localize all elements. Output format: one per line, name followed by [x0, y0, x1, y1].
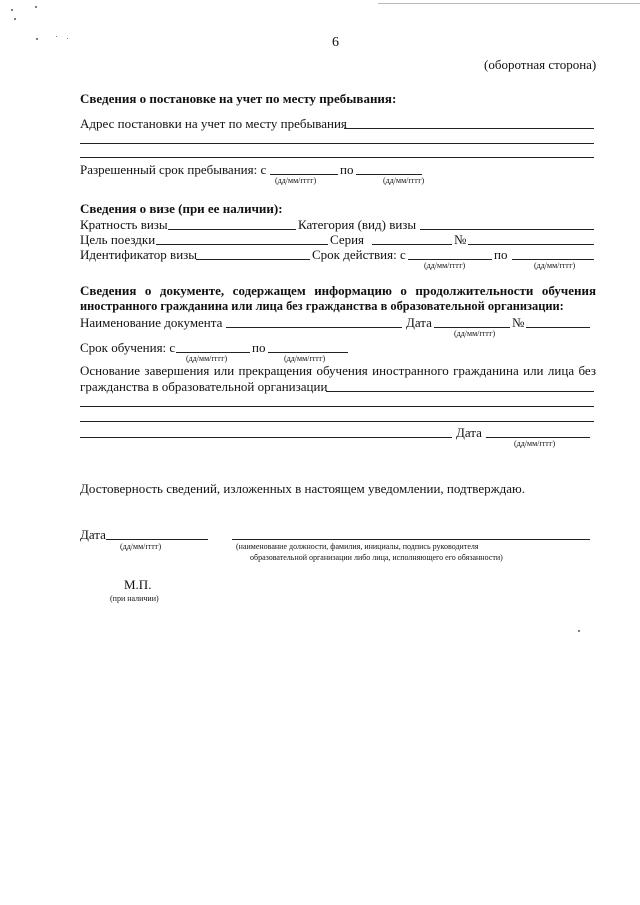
stay-to-label: по [340, 162, 354, 177]
date-format-hint: (дд/мм/гггг) [534, 261, 576, 270]
stay-from-date-field[interactable] [270, 174, 338, 175]
date-format-hint: (дд/мм/гггг) [275, 176, 317, 185]
visa-category-field[interactable] [420, 229, 594, 230]
signature-date-label: Дата [80, 527, 106, 542]
scan-speck [67, 38, 68, 39]
visa-number-label: № [454, 232, 467, 247]
stamp-label: М.П. [124, 577, 152, 592]
scan-speck [35, 6, 37, 8]
visa-multiplicity-label: Кратность визы [80, 217, 168, 232]
termination-basis-field[interactable] [326, 391, 594, 392]
termination-basis-label-line1: Основание завершения или прекращения обучения иностранного гражданина или лица без [80, 363, 596, 378]
address-field-line-2[interactable] [80, 143, 594, 144]
address-label: Адрес постановки на учет по месту пребывания [80, 116, 347, 131]
scan-speck [11, 9, 13, 11]
date-format-hint: (дд/мм/гггг) [186, 354, 228, 363]
date-format-hint: (дд/мм/гггг) [424, 261, 466, 270]
scan-speck [14, 18, 16, 20]
visa-identifier-label: Идентификатор визы [80, 247, 198, 262]
document-name-field[interactable] [226, 327, 402, 328]
study-to-date-field[interactable] [268, 352, 348, 353]
document-section-heading-line1: Сведения о документе, содержащем информацию о продолжительности обучения [80, 283, 596, 298]
termination-basis-label-line2: гражданства в образовательной организации [80, 379, 328, 394]
visa-to-label: по [494, 247, 508, 262]
visa-series-field[interactable] [372, 244, 452, 245]
document-date-field[interactable] [434, 327, 510, 328]
signature-date-field[interactable] [106, 539, 208, 540]
stamp-note: (при наличии) [110, 594, 159, 603]
scan-speck [56, 36, 57, 37]
address-field-line[interactable] [344, 128, 594, 129]
page-number: 6 [332, 35, 339, 50]
visa-valid-from-field[interactable] [408, 259, 492, 260]
document-date-label: Дата [406, 315, 432, 330]
visa-valid-to-field[interactable] [512, 259, 594, 260]
signature-caption-line2: образовательной организации либо лица, исполняющего его обязанности) [250, 553, 503, 562]
study-from-date-field[interactable] [176, 352, 250, 353]
confirmation-statement: Достоверность сведений, изложенных в настоящем уведомлении, подтверждаю. [80, 481, 525, 496]
stay-period-label: Разрешенный срок пребывания: с [80, 162, 267, 177]
visa-multiplicity-field[interactable] [168, 229, 296, 230]
scan-edge-line [378, 3, 640, 4]
document-number-label: № [512, 315, 525, 330]
date-format-hint: (дд/мм/гггг) [383, 176, 425, 185]
termination-date-field[interactable] [486, 437, 590, 438]
termination-date-label: Дата [456, 425, 482, 440]
visa-identifier-field[interactable] [196, 259, 310, 260]
signature-field[interactable] [232, 539, 590, 540]
date-format-hint: (дд/мм/гггг) [454, 329, 496, 338]
date-format-hint: (дд/мм/гггг) [514, 439, 556, 448]
document-name-label: Наименование документа [80, 315, 223, 330]
scan-speck [36, 38, 38, 40]
address-field-line-3[interactable] [80, 157, 594, 158]
visa-number-field[interactable] [468, 244, 594, 245]
study-period-label: Срок обучения: с [80, 340, 176, 355]
scan-speck [578, 630, 580, 632]
trip-purpose-field[interactable] [156, 244, 328, 245]
document-number-field[interactable] [526, 327, 590, 328]
stay-section-heading: Сведения о постановке на учет по месту пребывания: [80, 91, 397, 106]
reverse-side-note: (оборотная сторона) [484, 57, 597, 72]
signature-caption-line1: (наименование должности, фамилия, инициалы, подпись руководителя [236, 542, 479, 551]
document-section-heading-line2: иностранного гражданина или лица без гражданства в образовательной организации: [80, 299, 564, 313]
termination-basis-field-4[interactable] [80, 437, 452, 438]
stay-to-date-field[interactable] [356, 174, 422, 175]
date-format-hint: (дд/мм/гггг) [284, 354, 326, 363]
visa-series-label: Серия [330, 232, 365, 247]
visa-category-label: Категория (вид) визы [298, 217, 417, 232]
termination-basis-field-2[interactable] [80, 406, 594, 407]
trip-purpose-label: Цель поездки [80, 232, 156, 247]
study-to-label: по [252, 340, 266, 355]
visa-section-heading: Сведения о визе (при ее наличии): [80, 201, 283, 216]
termination-basis-field-3[interactable] [80, 421, 594, 422]
visa-validity-label: Срок действия: с [312, 247, 406, 262]
date-format-hint: (дд/мм/гггг) [120, 542, 162, 551]
